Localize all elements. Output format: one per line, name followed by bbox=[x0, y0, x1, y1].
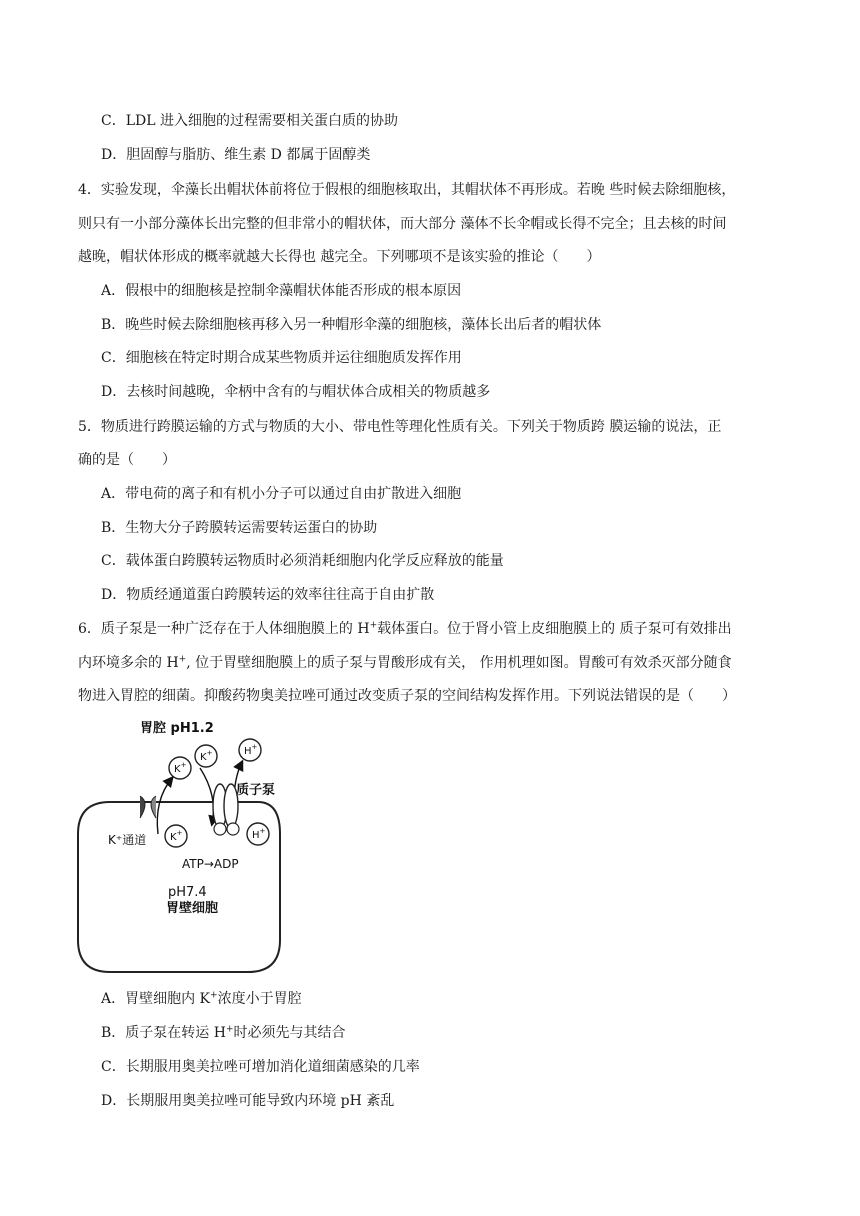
q6-stem-line-1: 6．质子泵是一种广泛存在于人体细胞膜上的 H+载体蛋白。位于肾小管上皮细胞膜上的 质子泵可有效排出 bbox=[78, 620, 732, 637]
q4-option-a: A．假根中的细胞核是控制伞藻帽状体能否形成的根本原因 bbox=[101, 283, 462, 299]
q5-option-b: B．生物大分子跨膜转运需要转运蛋白的协助 bbox=[101, 520, 378, 536]
q6-option-d: D．长期服用奥美拉唑可能导致内环境 pH 紊乱 bbox=[101, 1093, 395, 1109]
proton-pump-diagram bbox=[70, 716, 300, 978]
q5-option-c: C．载体蛋白跨膜转运物质时必须消耗细胞内化学反应释放的能量 bbox=[101, 553, 504, 569]
q6-stem-line-3: 物进入胃腔的细菌。抑酸药物奥美拉唑可通过改变质子泵的空间结构发挥作用。下列说法错误的是（ ） bbox=[78, 688, 736, 704]
k-ion-inside bbox=[165, 825, 187, 847]
svg-text:H+: H+ bbox=[252, 827, 266, 841]
q6-option-c: C．长期服用奥美拉唑可增加消化道细菌感染的几率 bbox=[101, 1059, 420, 1075]
cell-ph-label: pH7.4 bbox=[168, 885, 207, 900]
q5-option-d: D．物质经通道蛋白跨膜转运的效率往往高于自由扩散 bbox=[101, 587, 435, 603]
svg-text:K+: K+ bbox=[200, 749, 213, 763]
q4-stem-line-1: 4．实验发现，伞藻长出帽状体前将位于假根的细胞核取出，其帽状体不再形成。若晚 些时候去除细胞核， bbox=[78, 182, 736, 198]
h-ion-outside bbox=[239, 739, 261, 761]
channel-label: K⁺通道 bbox=[108, 833, 147, 847]
q6-stem-line-2: 内环境多余的 H+, 位于胃壁细胞膜上的质子泵与胃酸形成有关， 作用机理如图。胃酸可有效杀灭部分随食 bbox=[78, 654, 732, 671]
cell-label: 胃壁细胞 bbox=[166, 901, 219, 916]
svg-text:H+: H+ bbox=[244, 743, 258, 757]
q6-option-a: A．胃壁细胞内 K+浓度小于胃腔 bbox=[101, 990, 302, 1007]
q4-option-c: C．细胞核在特定时期合成某些物质并运往细胞质发挥作用 bbox=[101, 350, 462, 366]
k-efflux-arrow bbox=[157, 778, 172, 834]
pump-label: 质子泵 bbox=[236, 783, 276, 798]
stomach-label: 胃腔 pH1.2 bbox=[140, 721, 214, 736]
atp-label: ATP→ADP bbox=[182, 857, 239, 871]
k-channel-icon bbox=[140, 796, 156, 818]
k-ion-outside-1 bbox=[169, 757, 191, 779]
q4-stem-line-2: 则只有一小部分藻体长出完整的但非常小的帽状体，而大部分 藻体不长伞帽或长得不完全；且去核的时间 bbox=[78, 216, 727, 232]
svg-text:K+: K+ bbox=[170, 829, 183, 843]
q4-stem-line-3: 越晚，帽状体形成的概率就越大长得也 越完全。下列哪项不是该实验的推论（ ） bbox=[78, 249, 601, 265]
q4-option-d: D．去核时间越晚，伞柄中含有的与帽状体合成相关的物质越多 bbox=[101, 384, 491, 400]
k-uptake-arrow bbox=[200, 768, 214, 824]
q5-stem-line-2: 确的是（ ） bbox=[78, 452, 176, 468]
q4-option-b: B．晚些时候去除细胞核再移入另一种帽形伞藻的细胞核，藻体长出后者的帽状体 bbox=[101, 317, 602, 333]
q6-option-b: B．质子泵在转运 H+时必须先与其结合 bbox=[101, 1024, 346, 1041]
h-ion-inside bbox=[247, 823, 269, 845]
q3-option-d: D．胆固醇与脂肪、维生素 D 都属于固醇类 bbox=[101, 147, 371, 163]
k-ion-outside-2 bbox=[195, 745, 217, 767]
q5-option-a: A．带电荷的离子和有机小分子可以通过自由扩散进入细胞 bbox=[101, 486, 462, 502]
q5-stem-line-1: 5．物质进行跨膜运输的方式与物质的大小、带电性等理化性质有关。下列关于物质跨 膜运输的说法，正 bbox=[78, 419, 722, 435]
q3-option-c: C．LDL 进入细胞的过程需要相关蛋白质的协助 bbox=[101, 113, 398, 129]
svg-text:K+: K+ bbox=[174, 761, 187, 775]
